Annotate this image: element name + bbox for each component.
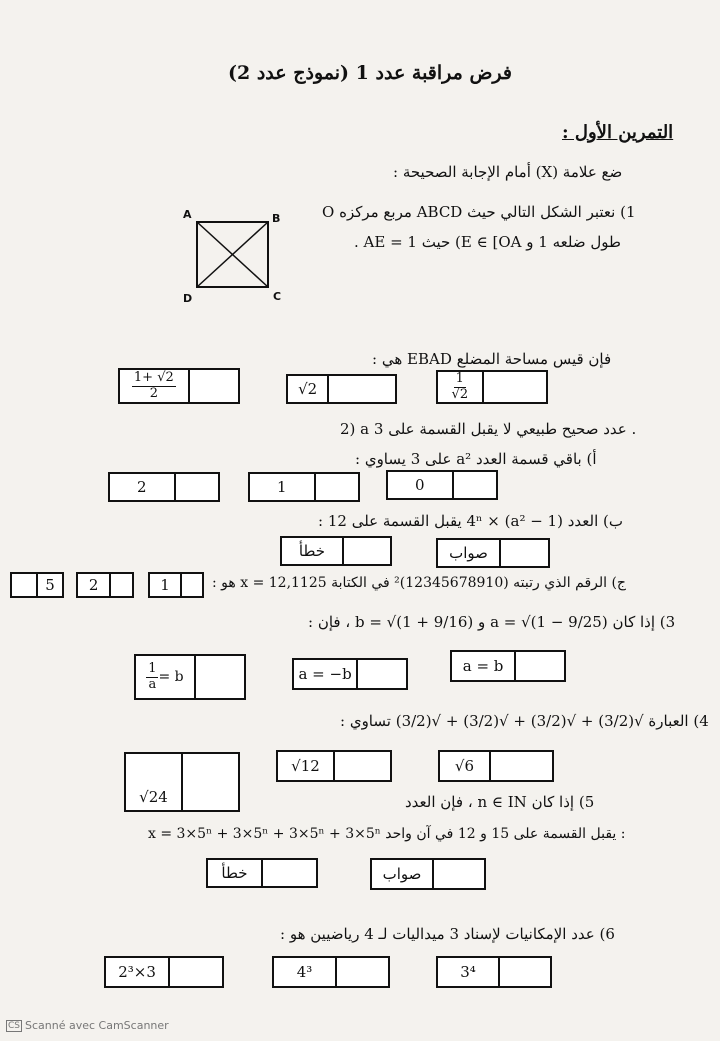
exercise-heading: التمرين الأول : [562, 122, 674, 143]
q2a-option-3[interactable] [386, 470, 498, 500]
footer-text: Scanné avec CamScanner [25, 1019, 169, 1032]
q4-option-3[interactable] [438, 750, 554, 782]
q4-option-2-checkbox[interactable] [333, 752, 390, 780]
vertex-c-label: C [273, 290, 282, 303]
q2-intro: 2) a عدد صحيح طبيعي لا يقبل القسمة على 3 . [340, 420, 637, 438]
q1-option-3[interactable] [436, 370, 548, 404]
q1-option-2-checkbox[interactable] [327, 376, 395, 402]
q5-option-true-label: صواب [382, 865, 422, 883]
q3-option-1-checkbox[interactable] [194, 656, 244, 698]
q4-option-2[interactable] [276, 750, 392, 782]
q1-option-2-label: √2 [298, 380, 318, 398]
q3-opt1-rhs: = b [158, 669, 184, 685]
q2c-text: ج) الرقم الذي رتبته (12345678910)² في الكتابة x = 12,1125 هو : [212, 575, 626, 591]
q4-option-2-label: √12 [291, 757, 320, 775]
q2a-option-3-label: 0 [415, 476, 425, 494]
q5-option-false[interactable] [206, 858, 318, 888]
q1-line2: طول ضلعه 1 و E ∈ [OA) حيث AE = 1 . [354, 233, 621, 251]
camscanner-logo-icon: CS [8, 1020, 20, 1031]
q1-option-2[interactable] [286, 374, 397, 404]
q1-opt3-numerator: 1 [455, 371, 464, 387]
q2c-option-3[interactable] [148, 572, 204, 598]
q1-option-1[interactable] [118, 368, 240, 404]
q2a-option-1-label: 2 [137, 478, 147, 496]
q3-option-3[interactable] [450, 650, 566, 682]
vertex-b-label: B [272, 212, 281, 225]
q3-option-1[interactable] [134, 654, 246, 700]
q2b-option-false[interactable] [280, 536, 392, 566]
q6-option-2[interactable] [272, 956, 390, 988]
q6-text: 6) عدد الإمكانيات لإسناد 3 ميداليات لـ 4 رياضيين هو : [280, 925, 615, 943]
q5-text-2: x = 3×5ⁿ + 3×5ⁿ + 3×5ⁿ + 3×5ⁿ يقبل القسمة على 15 و 12 في آن واحد : [148, 826, 626, 842]
q2b-option-false-label: خطأ [298, 542, 326, 560]
q3-option-2-label: a = −b [298, 665, 352, 683]
q2a-option-1-checkbox[interactable] [174, 474, 218, 500]
q2b-option-true-checkbox[interactable] [499, 540, 548, 566]
q4-option-1-label: √24 [139, 788, 168, 806]
q2c-option-3-label: 1 [160, 576, 170, 594]
q2a-option-3-checkbox[interactable] [452, 472, 496, 498]
q6-option-3-label: 3⁴ [460, 963, 476, 981]
q2c-option-1-label: 5 [36, 574, 62, 596]
q2a-option-2[interactable] [248, 472, 360, 502]
q1-opt1-numerator: 1+ √2 [133, 370, 174, 386]
q1-question: فإن قيس مساحة المضلع EBAD هي : [372, 350, 612, 368]
q2c-option-2[interactable] [76, 572, 134, 598]
q2b-option-true-label: صواب [449, 544, 488, 562]
q5-option-false-label: خطأ [221, 864, 248, 882]
q2b-text: ب) العدد (a² − 1) × 4ⁿ يقبل القسمة على 12 : [318, 512, 623, 530]
vertex-a-label: A [183, 208, 192, 221]
instruction: ضع علامة (X) أمام الإجابة الصحيحة : [393, 163, 623, 181]
q1-option-1-checkbox[interactable] [188, 370, 238, 402]
q2a-option-2-label: 1 [277, 478, 287, 496]
q2a-text: أ) باقي قسمة العدد a² على 3 يساوي : [355, 450, 597, 468]
q3-option-3-label: a = b [462, 657, 504, 675]
q3-option-2-checkbox[interactable] [356, 660, 406, 688]
q3-opt1-numerator: 1 [148, 661, 157, 677]
q3-opt1-denominator: a [148, 676, 157, 692]
q2c-option-1-checkbox[interactable] [12, 574, 36, 596]
q6-option-2-checkbox[interactable] [335, 958, 388, 986]
q4-option-1-checkbox[interactable] [181, 754, 238, 810]
q2c-option-3-checkbox[interactable] [180, 574, 202, 596]
q6-option-2-label: 4³ [296, 963, 313, 981]
q1-option-1-label [120, 370, 188, 402]
q6-option-1-checkbox[interactable] [168, 958, 222, 986]
q5-option-false-checkbox[interactable] [261, 860, 316, 886]
q1-line1: 1) نعتبر الشكل التالي حيث ABCD مربع مركزه O [322, 203, 636, 221]
q2c-option-1[interactable] [10, 572, 64, 598]
q3-option-1-label [136, 656, 194, 698]
q2c-option-2-label: 2 [88, 576, 99, 594]
footer-watermark [6, 1019, 169, 1032]
q2b-option-false-checkbox[interactable] [342, 538, 390, 564]
q2c-option-2-checkbox[interactable] [109, 574, 132, 596]
q3-option-3-checkbox[interactable] [514, 652, 564, 680]
q6-option-3-checkbox[interactable] [498, 958, 550, 986]
page-title: فرض مراقبة عدد 1 (نموذج عدد 2) [228, 62, 512, 84]
q6-option-3[interactable] [436, 956, 552, 988]
q5-text-1: 5) إذا كان n ∈ IN ، فإن العدد [405, 793, 595, 811]
q5-option-true-checkbox[interactable] [432, 860, 484, 888]
q3-option-2[interactable] [292, 658, 408, 690]
q1-option-3-label [438, 372, 482, 402]
q4-text: 4) العبارة √(3/2) + √(3/2) + √(3/2) + √(3/2) تساوي : [340, 712, 709, 730]
q1-option-3-checkbox[interactable] [482, 372, 546, 402]
q2b-option-true[interactable] [436, 538, 550, 568]
q2a-option-2-checkbox[interactable] [314, 474, 358, 500]
q1-opt1-denominator: 2 [149, 385, 158, 401]
q4-option-3-label: √6 [454, 757, 474, 775]
q6-option-1-label: 2³×3 [118, 963, 156, 981]
q1-opt3-denominator: √2 [451, 386, 469, 402]
q3-text: 3) إذا كان a = √(1 − 9/25) و b = √(1 + 9/16) ، فإن : [308, 613, 676, 631]
q6-option-1[interactable] [104, 956, 224, 988]
q4-option-3-checkbox[interactable] [489, 752, 552, 780]
vertex-d-label: D [183, 292, 193, 305]
q5-option-true[interactable] [370, 858, 486, 890]
q4-option-1[interactable] [124, 752, 240, 812]
q2a-option-1[interactable] [108, 472, 220, 502]
